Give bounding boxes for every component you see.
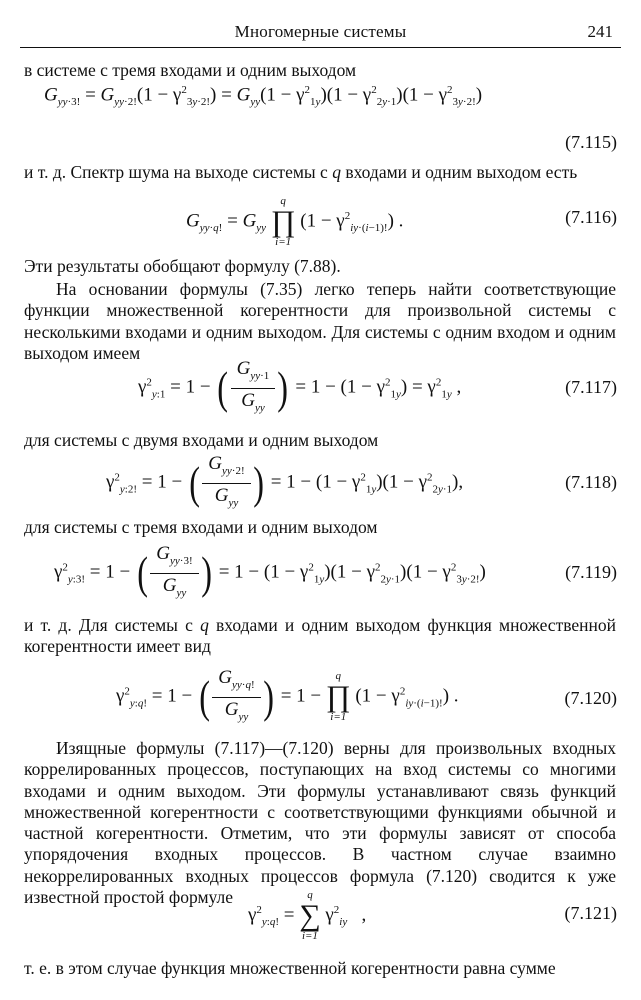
- header-rule: [20, 47, 621, 48]
- equation-number-7121: (7.121): [564, 903, 617, 923]
- var-q-2: q: [200, 615, 209, 635]
- equation-7118: $\gamma^2_{y:2!} = 1$ − ( $\frac{G_{yy\cdot 2!}}{G_{yy}}$ ) = $1 - (1 - \gamma^2_{1y})(1 - \gamma^2_{2y\cdot 1})$,: [106, 453, 464, 509]
- equation-7119: $\gamma^2_{y:3!} = 1$ − ( $\frac{G_{yy\cdot 3!}}{G_{yy}}$ ) = $1 - (1 - \gamma^2_{1y})(1 - \gamma^2_{2y\cdot 1})(1 - \gamma^2_{3y\cdot 2!})$: [54, 543, 486, 599]
- equation-7120: $\gamma^2_{y:q!} = 1$ − ( $\frac{G_{yy\cdot q!}}{G_{yy}}$ ) = 1 − q ∏ i=1 $(1 - \gamma^2_{iy\cdot(i-1)!})$ .: [116, 667, 459, 724]
- text-two-inputs: для системы с двумя входами и одним выходом: [24, 430, 379, 450]
- equation-number-7115: (7.115): [565, 132, 617, 152]
- paragraph-spectrum: [24, 162, 616, 183]
- paragraph-elegant: Изящные формулы (7.117)—(7.120) верны для произвольных входных коррелированных процессов, поступающих на вход системы со многими входами и одним выходом. Эти формулы устанавливают связь функций множественной когерентности с соответствующими функциями обычной и частной когерентности. Отметим, что эти формулы зависят от способа упорядочения входных процессов. В частном случае взаимно некоррелированных входных процессов формула (7.120) сводится к уже известной простой формуле: [24, 738, 616, 908]
- equation-number-7119: (7.119): [565, 562, 617, 582]
- text-spectrum-b: входами и одним выходом есть: [345, 162, 578, 182]
- page-number: 241: [587, 22, 613, 41]
- running-header: [20, 8, 621, 41]
- equation-number-7117: (7.117): [565, 377, 617, 397]
- equation-7121: $\gamma^2_{y:q!}$ = q ∑ i=1 $\gamma^2_{iy}$ ,: [248, 889, 367, 942]
- text-q-inputs-b: входами и одним выходом функция множественной когерентности имеет вид: [24, 615, 616, 657]
- text-generalize: Эти результаты обобщают формулу (7.88).: [24, 256, 341, 276]
- paragraph-q-inputs: [24, 615, 616, 658]
- paragraph-basis: На основании формулы (7.35) легко теперь найти соответствующие функции множественной когерентности для произвольной системы с несколькими входами и одним выходом. Для системы с одним входом и одним выходом имеем: [24, 279, 616, 363]
- equation-7116: $G_{yy\cdot q!} = G_{yy}$ q ∏ i=1 $(1 - \gamma^2_{iy\cdot(i-1)!})$ .: [186, 195, 404, 248]
- equation-number-7116: (7.116): [565, 207, 617, 227]
- equation-7115: $G_{yy\cdot 3!} = G_{yy\cdot 2!}(1 - \gamma^2_{3y\cdot 2!}) = G_{yy}(1 - \gamma^2_{1y})(1 - \gamma^2_{2y\cdot 1})(1 - \gamma^2_{3y\cdot 2!})$: [44, 84, 483, 109]
- header-title: Многомерные системы: [234, 22, 407, 41]
- text-spectrum-a: и т. д. Спектр шума на выходе системы с: [24, 162, 328, 182]
- text-q-inputs-a: и т. д. Для системы с: [24, 615, 193, 635]
- equation-number-7120: (7.120): [564, 688, 617, 708]
- var-q: q: [332, 162, 341, 182]
- text-three-inputs: для системы с тремя входами и одним выходом: [24, 517, 378, 537]
- text-final: т. е. в этом случае функция множественной когерентности равна сумме: [24, 958, 556, 978]
- equation-7117: $\gamma^2_{y:1} = 1$ − ( $\frac{G_{yy\cdot 1}}{G_{yy}}$ ) = $1 - (1 - \gamma^2_{1y}) = \gamma^2_{1y}$ ,: [138, 358, 462, 414]
- equation-number-7118: (7.118): [565, 472, 617, 492]
- text-line-intro: в системе с тремя входами и одним выходом: [24, 60, 357, 80]
